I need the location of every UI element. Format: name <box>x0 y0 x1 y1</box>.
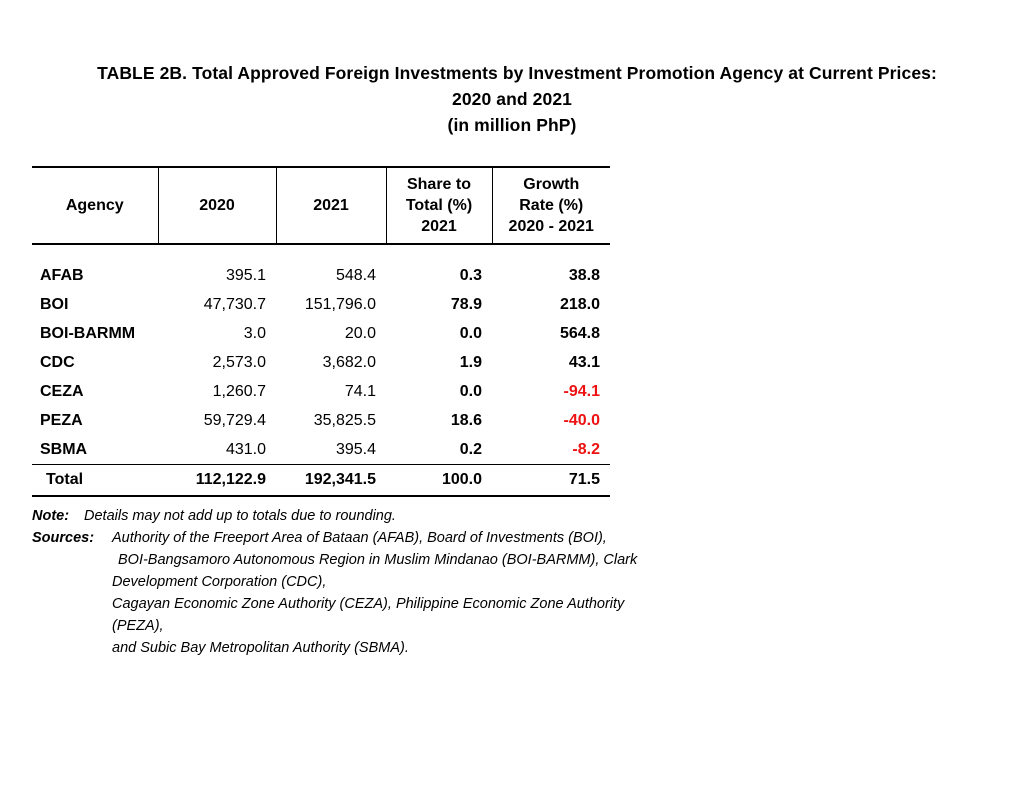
cell-share: 0.3 <box>459 266 482 284</box>
table-row <box>32 290 610 319</box>
cell-share: 0.0 <box>459 382 482 400</box>
column-header-share-line-2: Total (%) <box>405 197 473 214</box>
cell-growth: -40.0 <box>563 411 600 429</box>
column-header-share-line-3: 2021 <box>421 218 457 235</box>
table-total-row <box>32 465 610 497</box>
table-notes <box>32 505 672 659</box>
sources-line-4: and Subic Bay Metropolitan Authority (SBMA). <box>112 640 409 656</box>
cell-share: 1.9 <box>459 353 482 371</box>
cell-growth: 564.8 <box>559 324 600 342</box>
table-body <box>32 245 610 496</box>
sources-line-2: BOI-Bangsamoro Autonomous Region in Muslim Mindanao (BOI-BARMM), Clark Development Corporation (CDC), <box>112 552 638 590</box>
cell-agency: AFAB <box>40 266 84 284</box>
investments-table <box>32 166 610 497</box>
cell-total-label: Total <box>32 465 158 497</box>
cell-agency: CEZA <box>40 382 84 400</box>
cell-total-share: 100.0 <box>386 465 492 497</box>
table-row <box>32 435 610 465</box>
table-spacer-row <box>32 245 610 261</box>
cell-2021: 548.4 <box>335 266 376 284</box>
cell-share: 18.6 <box>450 411 482 429</box>
cell-agency: BOI-BARMM <box>40 324 136 342</box>
cell-2021: 35,825.5 <box>313 411 376 429</box>
column-header-share-to-total <box>386 168 492 244</box>
cell-agency: BOI <box>40 295 69 313</box>
column-header-agency: Agency <box>65 197 124 214</box>
column-header-growth-line-2: Rate (%) <box>519 197 584 214</box>
cell-2020: 395.1 <box>225 266 266 284</box>
cell-share: 78.9 <box>450 295 482 313</box>
table-head <box>32 167 610 245</box>
cell-2021: 74.1 <box>344 382 376 400</box>
cell-2021: 395.4 <box>335 440 376 458</box>
table-row <box>32 261 610 290</box>
table-title-line-2: 2020 and 2021 <box>452 89 572 109</box>
table-header-row <box>32 168 610 244</box>
column-header-growth-line-1: Growth <box>523 176 580 193</box>
cell-growth: 38.8 <box>568 266 600 284</box>
table-title <box>0 60 1024 138</box>
cell-growth: -94.1 <box>563 382 600 400</box>
table-title-line-1: TABLE 2B. Total Approved Foreign Investments by Investment Promotion Agency at Current Prices: <box>97 63 937 83</box>
note-text: Details may not add up to totals due to rounding. <box>84 508 396 524</box>
table-container <box>32 166 610 497</box>
column-header-2020: 2020 <box>158 168 276 244</box>
cell-2020: 59,729.4 <box>203 411 266 429</box>
cell-agency: SBMA <box>40 440 88 458</box>
cell-2020: 2,573.0 <box>212 353 266 371</box>
table-row <box>32 406 610 435</box>
table-row <box>32 377 610 406</box>
cell-total-growth: 71.5 <box>492 465 610 497</box>
sources-row <box>32 527 672 549</box>
column-header-growth-rate <box>492 168 610 244</box>
sources-line-3: Cagayan Economic Zone Authority (CEZA), Philippine Economic Zone Authority (PEZA), <box>112 596 625 634</box>
cell-2021: 20.0 <box>344 324 376 342</box>
cell-growth: 218.0 <box>559 295 600 313</box>
cell-total-2020: 112,122.9 <box>158 465 276 497</box>
table-row <box>32 348 610 377</box>
cell-share: 0.0 <box>459 324 482 342</box>
cell-2020: 3.0 <box>243 324 266 342</box>
cell-2021: 151,796.0 <box>304 295 376 313</box>
cell-growth: -8.2 <box>572 440 600 458</box>
cell-2020: 1,260.7 <box>212 382 266 400</box>
sources-line-1: Authority of the Freeport Area of Bataan (AFAB), Board of Investments (BOI), <box>112 530 607 546</box>
sources-label: Sources: <box>32 530 95 546</box>
note-label: Note: <box>32 508 70 524</box>
note-row <box>32 505 672 527</box>
document-page <box>0 60 1024 786</box>
cell-growth: 43.1 <box>568 353 600 371</box>
column-header-share-line-1: Share to <box>406 176 471 193</box>
cell-share: 0.2 <box>459 440 482 458</box>
table-title-line-3: (in million PhP) <box>447 115 577 135</box>
column-header-growth-line-3: 2020 - 2021 <box>508 218 594 235</box>
cell-2020: 431.0 <box>225 440 266 458</box>
cell-agency: PEZA <box>40 411 83 429</box>
cell-total-2021: 192,341.5 <box>276 465 386 497</box>
cell-agency: CDC <box>40 353 75 371</box>
table-row <box>32 319 610 348</box>
cell-2021: 3,682.0 <box>322 353 376 371</box>
cell-2020: 47,730.7 <box>203 295 266 313</box>
column-header-2021: 2021 <box>276 168 386 244</box>
